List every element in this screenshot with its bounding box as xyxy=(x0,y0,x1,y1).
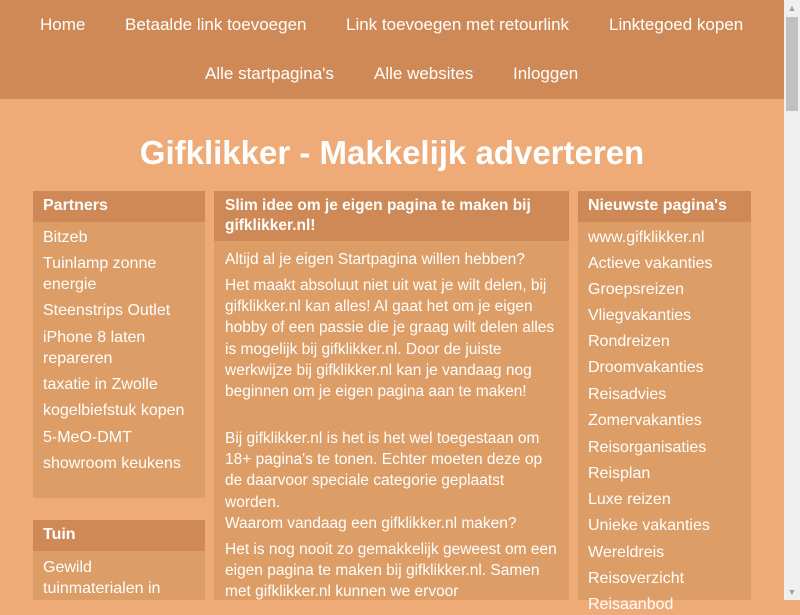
article-heading: Slim idee om je eigen pagina te maken bij gifklikker.nl! xyxy=(214,191,569,241)
newest-link[interactable]: Groepsreizen xyxy=(588,281,685,298)
newest-link[interactable]: Droomvakanties xyxy=(588,359,704,376)
partner-link-bitzeb[interactable]: Bitzeb xyxy=(43,229,88,246)
newest-link[interactable]: Unieke vakanties xyxy=(588,517,710,534)
article-paragraph-4: Waarom vandaag een gifklikker.nl maken? xyxy=(225,515,517,532)
newest-link[interactable]: www.gifklikker.nl xyxy=(588,229,705,246)
newest-link[interactable]: Reisorganisaties xyxy=(588,439,707,456)
nav-login[interactable]: Inloggen xyxy=(513,64,579,83)
nav-buy-credit[interactable]: Linktegoed kopen xyxy=(609,15,744,34)
article-paragraph-1: Altijd al je eigen Startpagina willen hebben? xyxy=(225,251,525,268)
newest-link[interactable]: Reisadvies xyxy=(588,386,667,403)
newest-link[interactable]: Luxe reizen xyxy=(588,491,671,508)
scroll-down-arrow-icon[interactable]: ▼ xyxy=(787,587,797,597)
newest-link[interactable]: Reisoverzicht xyxy=(588,570,685,587)
article-paragraph-3: Bij gifklikker.nl is het is het wel toegestaan om 18+ pagina's te tonen. Echter moeten deze op de daarvoor speciale categorie geplaatst worden. xyxy=(225,430,543,511)
nav-all-startpages[interactable]: Alle startpagina's xyxy=(205,64,334,83)
newest-link[interactable]: Zomervakanties xyxy=(588,412,702,429)
scroll-up-arrow-icon[interactable]: ▲ xyxy=(787,3,797,13)
nav-paid-link[interactable]: Betaalde link toevoegen xyxy=(125,15,307,34)
newest-link[interactable]: Reisplan xyxy=(588,465,651,482)
partner-link-steenstrips[interactable]: Steenstrips Outlet xyxy=(43,302,171,319)
nav-home[interactable]: Home xyxy=(40,15,86,34)
newest-pages-heading: Nieuwste pagina's xyxy=(578,191,751,222)
newest-link[interactable]: Actieve vakanties xyxy=(588,255,713,272)
newest-link[interactable]: Rondreizen xyxy=(588,333,670,350)
newest-link[interactable]: Wereldreis xyxy=(588,544,665,561)
partner-link-taxatie[interactable]: taxatie in Zwolle xyxy=(43,376,158,393)
tuin-link-tuinmaterialen[interactable]: Gewild tuinmaterialen in xyxy=(43,559,161,597)
partners-heading: Partners xyxy=(33,191,205,222)
partner-link-iphone[interactable]: iPhone 8 laten repareren xyxy=(43,329,146,367)
tuin-heading: Tuin xyxy=(33,520,205,551)
partner-link-tuinlamp[interactable]: Tuinlamp zonne energie xyxy=(43,255,157,293)
article-paragraph-2: Het maakt absoluut niet uit wat je wilt delen, bij gifklikker.nl kan alles! Al gaat het om je eigen hobby of een passie die je graag wilt delen alles is mogelijk bij gifklikker.nl. Door de juiste werkwijze bij gifklikker.nl kan je vandaag nog beginnen om je eigen pagina aan te maken! xyxy=(225,277,555,401)
main-navigation xyxy=(0,0,784,99)
partner-link-5meo[interactable]: 5-MeO-DMT xyxy=(43,429,132,446)
page-title: Gifklikker - Makkelijk adverteren xyxy=(139,134,645,171)
nav-all-websites[interactable]: Alle websites xyxy=(374,64,474,83)
vertical-scrollbar[interactable] xyxy=(784,0,800,600)
partner-link-kogelbiefstuk[interactable]: kogelbiefstuk kopen xyxy=(43,402,185,419)
nav-link-with-return[interactable]: Link toevoegen met retourlink xyxy=(346,15,570,34)
newest-link[interactable]: Vliegvakanties xyxy=(588,307,692,324)
partner-link-showroom[interactable]: showroom keukens xyxy=(43,455,181,472)
scrollbar-thumb[interactable] xyxy=(786,17,798,111)
article-paragraph-5: Het is nog nooit zo gemakkelijk geweest om een eigen pagina te maken bij gifklikker.nl. Samen met gifklikker.nl kunnen we ervoor xyxy=(225,541,557,601)
newest-link[interactable]: Reisaanbod xyxy=(588,596,674,613)
